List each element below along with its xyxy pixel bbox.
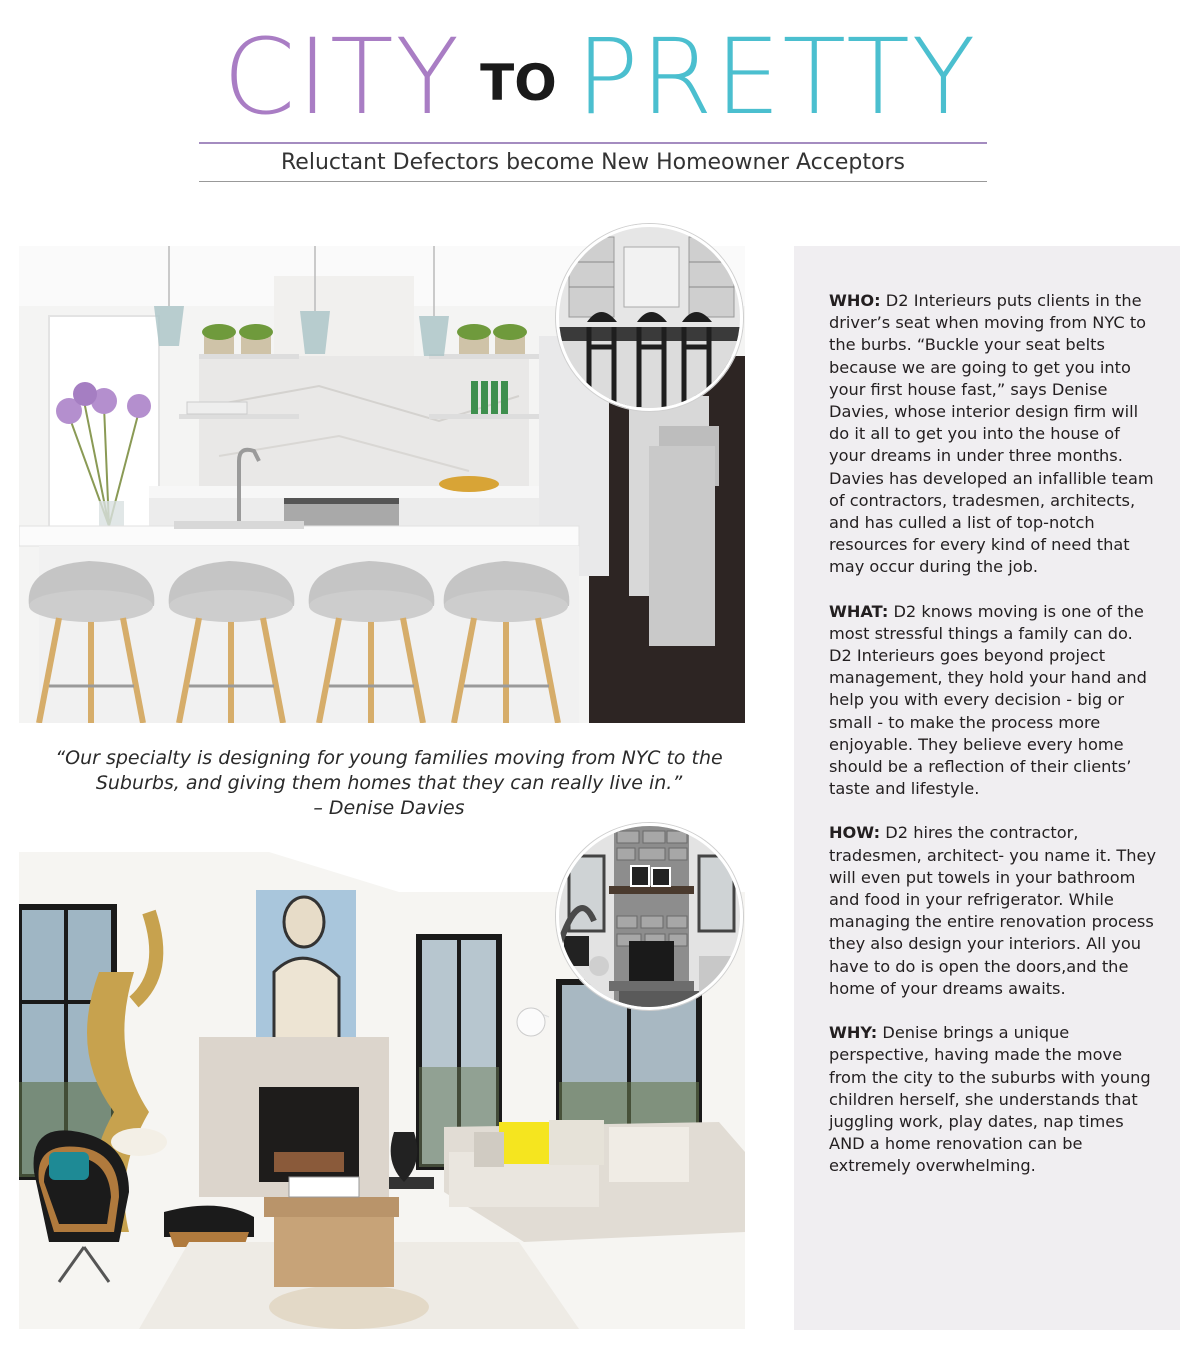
sidebar-body-who: D2 Interieurs puts clients in the driver’s seat when moving from NYC to the burbs. “Buckle your seat belts because we are going to get you into your first house fast,” says Denise Davies, whose interior design firm will do it all to get you into the house of your dreams in under three months. Davies has developed an infallible team of contractors, tradesmen, architects, and has culled a list of top-notch resources for every kind of need that may occur during the job. xyxy=(829,291,1154,577)
masthead-title xyxy=(0,16,1200,138)
title-divider-top xyxy=(199,142,987,144)
sidebar-label-what: WHAT: xyxy=(829,601,889,621)
sidebar-label-why: WHY: xyxy=(829,1023,878,1043)
title-divider-bottom xyxy=(199,181,987,182)
title-word-city: CITY xyxy=(222,16,462,138)
sidebar-body-why: Denise brings a unique perspective, having made the move from the city to the suburbs with young children herself, she understands that juggling work, play dates, nap times AND a home renovation can be extremely overwhelming. xyxy=(829,1023,1151,1176)
sidebar-text xyxy=(829,290,1159,1200)
sidebar-label-how: HOW: xyxy=(829,823,881,843)
sidebar-section-how xyxy=(829,822,1159,1000)
sidebar-section-why xyxy=(829,1022,1159,1177)
sidebar-panel xyxy=(794,246,1180,1330)
sidebar-section-who xyxy=(829,290,1159,579)
fireplace-inset-photo xyxy=(556,823,743,1010)
pull-quote-text: “Our specialty is designing for young families moving from NYC to the Suburbs, and giving them homes that they can really live in.” xyxy=(55,747,723,794)
pull-quote xyxy=(19,746,759,821)
pull-quote-attribution: – Denise Davies xyxy=(313,797,465,819)
title-word-pretty: PRETTY xyxy=(575,16,978,138)
title-word-to: TO xyxy=(480,54,557,112)
subtitle: Reluctant Defectors become New Homeowner Acceptors xyxy=(281,150,905,175)
sidebar-label-who: WHO: xyxy=(829,291,881,310)
sidebar-body-how: D2 hires the contractor, tradesmen, architect- you name it. They will even put towels in your bathroom and food in your refrigerator. While managing the entire renovation process they also design your interiors. All you have to do is open the doors,and the home of your dreams awaits. xyxy=(829,823,1157,998)
kitchen-inset-photo xyxy=(556,224,743,411)
sidebar-body-what: D2 knows moving is one of the most stressful things a family can do. D2 Interieurs goes beyond project management, they hold your hand and help you with every decision - big or small - to make the process more enjoyable. They believe every home should be a reflection of their clients’ taste and lifestyle. xyxy=(829,601,1147,799)
sidebar-section-what xyxy=(829,601,1159,801)
